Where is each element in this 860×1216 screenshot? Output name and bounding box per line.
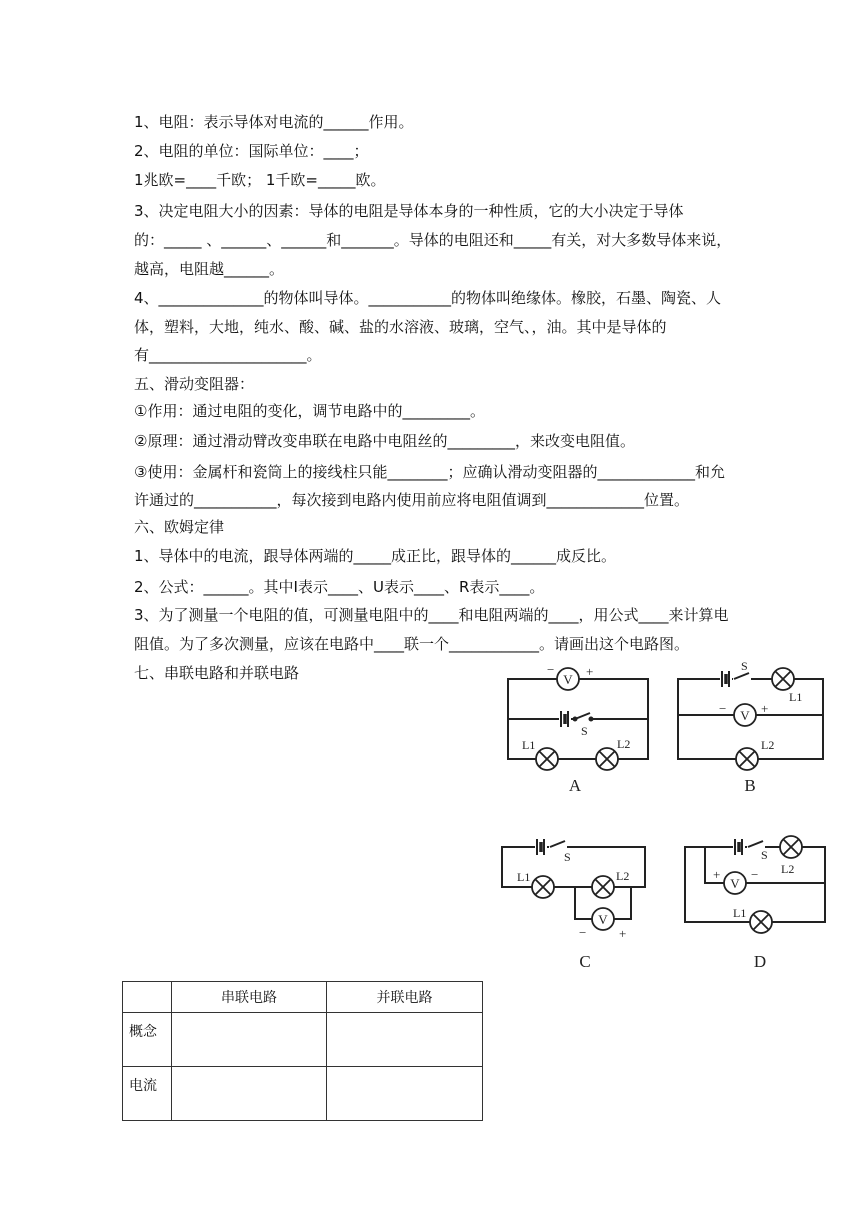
comparison-table xyxy=(122,981,483,1121)
text-line-11: ①作用：通过电阻的变化，调节电路中的_________。 xyxy=(134,402,485,420)
lamp2-label-b: L2 xyxy=(761,738,775,752)
meter-label-a: V xyxy=(563,672,573,687)
circuit-diagrams-figure xyxy=(495,657,835,977)
lamp2-label-c: L2 xyxy=(616,869,630,883)
switch-label-c: S xyxy=(564,850,571,864)
lamp-icon xyxy=(736,748,758,770)
table-cell[interactable] xyxy=(327,1067,483,1121)
table-cell[interactable] xyxy=(172,1067,327,1121)
text-line-20: 七、串联电路和并联电路 xyxy=(134,664,300,682)
plus-d: + xyxy=(713,867,721,882)
table-row xyxy=(123,1067,483,1121)
lamp1-label-d: L1 xyxy=(733,906,747,920)
table-row xyxy=(123,1013,483,1067)
plus-b: + xyxy=(761,701,769,716)
text-line-15: 六、欧姆定律 xyxy=(134,518,225,536)
text-line-5: 的：_____ 、______、______和_______。导体的电阻还和_____有关，对大多数导体来说， xyxy=(134,231,732,249)
text-line-10: 五、滑动变阻器： xyxy=(134,375,255,393)
text-line-9: 有_____________________。 xyxy=(134,346,322,364)
lamp1-label-a: L1 xyxy=(522,738,536,752)
row-label: 电流 xyxy=(123,1067,172,1121)
plus-c: + xyxy=(619,926,627,941)
label-b: B xyxy=(744,776,756,795)
switch-label-a: S xyxy=(581,724,588,738)
table-header-cell: 并联电路 xyxy=(327,982,483,1013)
meter-label-b: V xyxy=(740,708,750,723)
table-cell[interactable] xyxy=(172,1013,327,1067)
lamp-icon xyxy=(592,876,614,898)
lamp1-label-b: L1 xyxy=(789,690,803,704)
switch-label-b: S xyxy=(741,659,748,673)
minus-d: − xyxy=(751,867,759,882)
text-line-2: 2、电阻的单位：国际单位：____； xyxy=(134,142,369,160)
label-d: D xyxy=(753,952,767,971)
lamp-icon xyxy=(750,911,772,933)
label-a: A xyxy=(568,776,582,795)
table-header-cell: 串联电路 xyxy=(172,982,327,1013)
table-header-cell xyxy=(123,982,172,1013)
text-line-13: ③使用：金属杆和瓷筒上的接线柱只能________；应确认滑动变阻器的_____________和允 xyxy=(134,463,725,481)
lamp-icon xyxy=(532,876,554,898)
meter-label-c: V xyxy=(598,912,608,927)
text-line-14: 许通过的___________，每次接到电路内使用前应将电阻值调到_____________位置。 xyxy=(134,491,690,509)
lamp2-label-d: L2 xyxy=(781,862,795,876)
minus-c: − xyxy=(579,925,587,940)
label-c: C xyxy=(579,952,591,971)
text-line-3: 1兆欧=____千欧； 1千欧=_____欧。 xyxy=(134,171,386,189)
text-line-19: 阻值。为了多次测量，应该在电路中____联一个____________。请画出这个电路图。 xyxy=(134,635,690,653)
lamp1-label-c: L1 xyxy=(517,870,531,884)
text-line-16: 1、导体中的电流，跟导体两端的_____成正比，跟导体的______成反比。 xyxy=(134,547,617,565)
text-line-1: 1、电阻：表示导体对电流的______作用。 xyxy=(134,113,414,131)
switch-label-d: S xyxy=(761,848,768,862)
minus-a: − xyxy=(547,662,555,677)
lamp-icon xyxy=(780,836,802,858)
text-line-18: 3、为了测量一个电阻的值，可测量电阻中的____和电阻两端的____，用公式____来计算电 xyxy=(134,606,729,624)
text-line-12: ②原理：通过滑动臂改变串联在电路中电阻丝的_________，来改变电阻值。 xyxy=(134,432,635,450)
text-line-17: 2、公式：______。其中I表示____、U表示____、R表示____。 xyxy=(134,578,545,596)
text-line-7: 4、______________的物体叫导体。___________的物体叫绝缘体。橡胶，石墨、陶瓷、人 xyxy=(134,289,722,307)
row-label: 概念 xyxy=(123,1013,172,1067)
lamp-icon xyxy=(772,668,794,690)
lamp2-label-a: L2 xyxy=(617,737,631,751)
text-line-8: 体，塑料，大地，纯水、酸、碱、盐的水溶液、玻璃，空气、，油。其中是导体的 xyxy=(134,318,667,336)
minus-b: − xyxy=(719,701,727,716)
lamp-icon xyxy=(536,748,558,770)
text-line-6: 越高，电阻越______。 xyxy=(134,260,285,278)
text-line-4: 3、决定电阻大小的因素：导体的电阻是导体本身的一种性质，它的大小决定于导体 xyxy=(134,202,684,220)
lamp-icon xyxy=(596,748,618,770)
table-cell[interactable] xyxy=(327,1013,483,1067)
meter-label-d: V xyxy=(730,876,740,891)
plus-a: + xyxy=(586,664,594,679)
table-header-row xyxy=(123,982,483,1013)
